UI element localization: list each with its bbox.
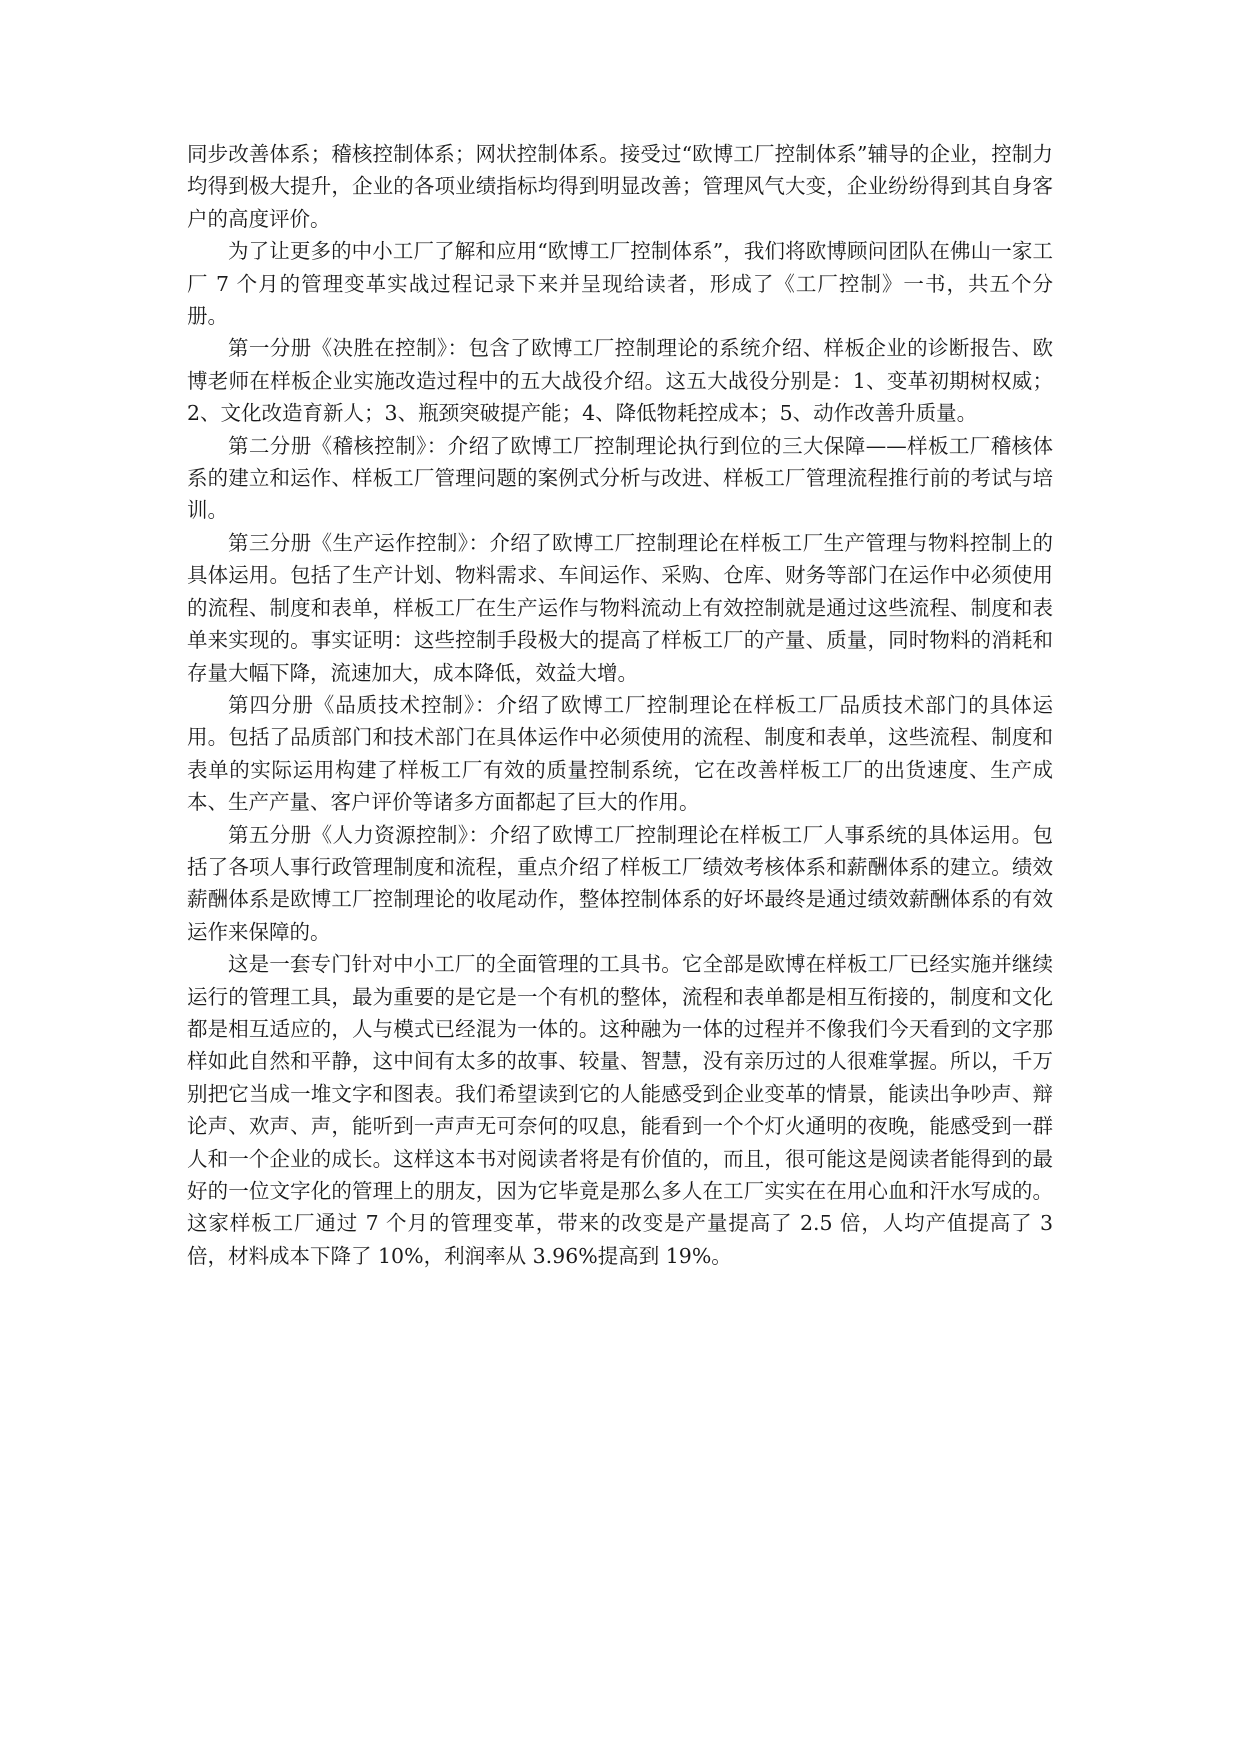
paragraph-volume-1: 第一分册《决胜在控制》：包含了欧博工厂控制理论的系统介绍、样板企业的诊断报告、欧博老师在样板企业实施改造过程中的五大战役介绍。这五大战役分别是：1、变革初期树权威；2、文化改造育新人；3、瓶颈突破提产能；4、降低物耗控成本；5、动作改善升质量。 bbox=[187, 336, 1053, 426]
paragraph-volume-3: 第三分册《生产运作控制》：介绍了欧博工厂控制理论在样板工厂生产管理与物料控制上的具体运用。包括了生产计划、物料需求、车间运作、采购、仓库、财务等部门在运作中必须使用的流程、制度和表单，样板工厂在生产运作与物料流动上有效控制就是通过这些流程、制度和表单来实现的。事实证明：这些控制手段极大的提高了样板工厂的产量、质量，同时物料的消耗和存量大幅下降，流速加大，成本降低，效益大增。 bbox=[187, 530, 1053, 685]
paragraph-continuation: 同步改善体系；稽核控制体系；网状控制体系。接受过“欧博工厂控制体系”辅导的企业，控制力均得到极大提升，企业的各项业绩指标均得到明显改善；管理风气大变，企业纷纷得到其自身客户的高度评价。 bbox=[187, 142, 1053, 231]
paragraph-volume-5: 第五分册《人力资源控制》：介绍了欧博工厂控制理论在样板工厂人事系统的具体运用。包括了各项人事行政管理制度和流程，重点介绍了样板工厂绩效考核体系和薪酬体系的建立。绩效薪酬体系是欧博工厂控制理论的收尾动作，整体控制体系的好坏最终是通过绩效薪酬体系的有效运作来保障的。 bbox=[187, 822, 1053, 944]
paragraph-intro: 为了让更多的中小工厂了解和应用“欧博工厂控制体系”，我们将欧博顾问团队在佛山一家工厂 7 个月的管理变革实战过程记录下来并呈现给读者，形成了《工厂控制》一书，共五个分册。 bbox=[187, 239, 1053, 329]
paragraph-summary: 这是一套专门针对中小工厂的全面管理的工具书。它全部是欧博在样板工厂已经实施并继续运行的管理工具，最为重要的是它是一个有机的整体，流程和表单都是相互衔接的，制度和文化都是相互适应的，人与模式已经混为一体的。这种融为一体的过程并不像我们今天看到的文字那样如此自然和平静，这中间有太多的故事、较量、智慧，没有亲历过的人很难掌握。所以，千万别把它当成一堆文字和图表。我们希望读到它的人能感受到企业变革的情景，能读出争吵声、辩论声、欢声、声，能听到一声声无可奈何的叹息，能看到一个个灯火通明的夜晚，能感受到一群人和一个企业的成长。这样这本书对阅读者将是有价值的，而且，很可能这是阅读者能得到的最好的一位文字化的管理上的朋友，因为它毕竟是那么多人在工厂实实在在用心血和汗水写成的。 这家样板工厂通过 7 个月的管理变革，带来的改变是产量提高了 2.5 倍，人均产值提高了 3 倍，材料成本下降了 10%，利润率从 3.96%提高到 19%。 bbox=[187, 952, 1053, 1268]
paragraph-volume-2: 第二分册《稽核控制》：介绍了欧博工厂控制理论执行到位的三大保障——样板工厂稽核体系的建立和运作、样板工厂管理问题的案例式分析与改进、样板工厂管理流程推行前的考试与培训。 bbox=[187, 433, 1053, 523]
paragraph-volume-4: 第四分册《品质技术控制》：介绍了欧博工厂控制理论在样板工厂品质技术部门的具体运用。包括了品质部门和技术部门在具体运作中必须使用的流程、制度和表单，这些流程、制度和表单的实际运用构建了样板工厂有效的质量控制系统，它在改善样板工厂的出货速度、生产成本、生产产量、客户评价等诸多方面都起了巨大的作用。 bbox=[187, 692, 1053, 815]
document-body bbox=[187, 138, 1053, 1272]
